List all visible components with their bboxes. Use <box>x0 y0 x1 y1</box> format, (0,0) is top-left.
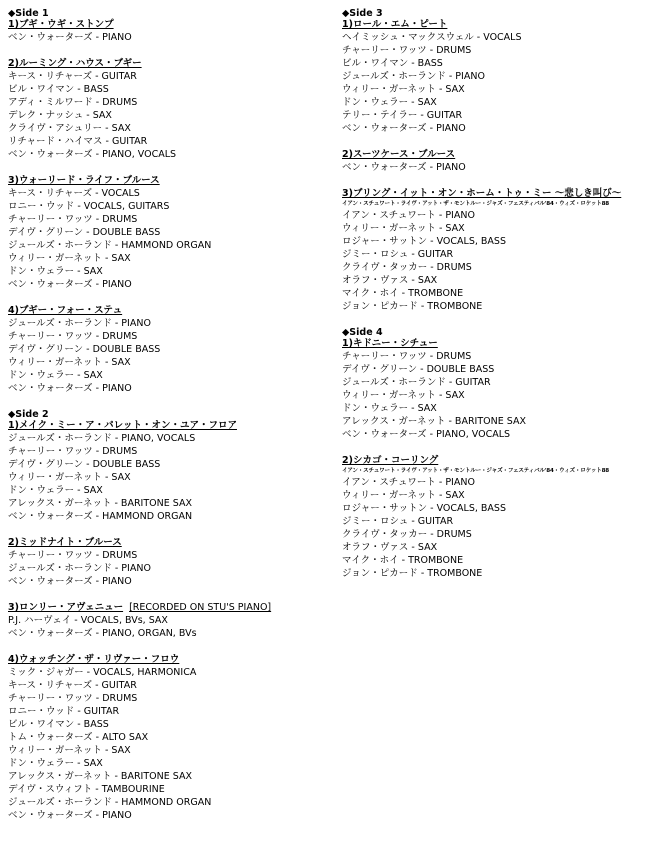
credit-line: イアン・スチュワート - PIANO <box>342 210 475 221</box>
credit-line: ジョン・ピカード - TROMBONE <box>342 301 483 312</box>
credit-line: ジュールズ・ホーランド - GUITAR <box>342 377 491 388</box>
credit-line: ジュールズ・ホーランド - PIANO <box>8 318 151 329</box>
track-block <box>8 305 328 395</box>
credit-line: ウィリー・ガーネット - SAX <box>342 490 465 501</box>
credit-line: クライヴ・タッカー - DRUMS <box>342 529 472 540</box>
credit-line: ウィリー・ガーネット - SAX <box>8 472 131 483</box>
track-note: [RECORDED ON STU'S PIANO] <box>129 602 272 613</box>
track-title-text: 1)キドニー・シチュー <box>342 338 438 349</box>
credit-line: ビル・ワイマン - BASS <box>342 58 443 69</box>
credit-line: テリー・テイラー - GUITAR <box>342 110 463 121</box>
credit-line: ベン・ウォーターズ - PIANO <box>8 383 132 394</box>
track-title <box>8 602 328 614</box>
credit-line: ジュールズ・ホーランド - PIANO, VOCALS <box>8 433 196 444</box>
side-heading: ◆Side 2 <box>8 409 49 420</box>
track-title <box>342 338 664 350</box>
track-title <box>342 188 664 200</box>
track-title-text: 3)ウォーリード・ライフ・ブルース <box>8 175 160 186</box>
credit-line: クライヴ・タッカー - DRUMS <box>342 262 472 273</box>
track-title <box>8 58 328 70</box>
track-title <box>342 149 664 161</box>
credit-line: ジミー・ロシュ - GUITAR <box>342 249 454 260</box>
credit-line: ベン・ウォーターズ - PIANO <box>8 576 132 587</box>
credit-line: チャーリー・ワッツ - DRUMS <box>342 351 472 362</box>
track-title <box>342 455 664 467</box>
credit-line: チャーリー・ワッツ - DRUMS <box>342 45 472 56</box>
track-block <box>8 58 328 161</box>
credit-line: ベン・ウォーターズ - PIANO <box>8 810 132 821</box>
credit-line: ウィリー・ガーネット - SAX <box>342 390 465 401</box>
credit-line: トム・ウォーターズ - ALTO SAX <box>8 732 149 743</box>
side-heading: ◆Side 1 <box>8 8 49 19</box>
track-title-text: 2)ルーミング・ハウス・ブギー <box>8 58 142 69</box>
track-title-text: 2)シカゴ・コーリング <box>342 455 439 466</box>
credit-line: ウィリー・ガーネット - SAX <box>8 745 131 756</box>
credit-line: チャーリー・ワッツ - DRUMS <box>8 214 138 225</box>
track-block <box>8 19 328 44</box>
track-title-text: 1)ロール・エム・ピート <box>342 19 448 30</box>
credit-line: ウィリー・ガーネット - SAX <box>8 357 131 368</box>
credit-line: イアン・スチュワート - PIANO <box>342 477 475 488</box>
credit-line: キース・リチャーズ - GUITAR <box>8 71 137 82</box>
track-title <box>8 305 328 317</box>
credit-line: マイク・ホイ - TROMBONE <box>342 555 464 566</box>
credit-line: ジミー・ロシュ - GUITAR <box>342 516 454 527</box>
credit-line: ベン・ウォーターズ - PIANO, VOCALS <box>8 149 177 160</box>
track-block <box>8 537 328 588</box>
track-title-text: 1)メイク・ミー・ア・パレット・オン・ユア・フロア <box>8 420 237 431</box>
credit-line: ドン・ウェラー - SAX <box>8 370 103 381</box>
credit-line: ドン・ウェラー - SAX <box>8 758 103 769</box>
credit-line: デイヴ・グリーン - DOUBLE BASS <box>8 344 161 355</box>
credit-line: チャーリー・ワッツ - DRUMS <box>8 446 138 457</box>
credit-line: ドン・ウェラー - SAX <box>8 266 103 277</box>
credit-line: ベン・ウォーターズ - PIANO <box>342 123 466 134</box>
credit-line: ジュールズ・ホーランド - PIANO <box>8 563 151 574</box>
track-subtitle: イアン・スチュワート・ライヴ・アット・ザ・モントルー・ジャズ・フェスティバル'84・ウィズ・ロケット88 <box>342 201 609 207</box>
credit-line: チャーリー・ワッツ - DRUMS <box>8 550 138 561</box>
credit-line: デレク・ナッシュ - SAX <box>8 110 112 121</box>
track-block <box>342 149 664 174</box>
side-section <box>8 8 328 395</box>
credit-line: ベン・ウォーターズ - PIANO, ORGAN, BVs <box>8 628 197 639</box>
credit-line: ベン・ウォーターズ - PIANO <box>342 162 466 173</box>
track-title <box>8 175 328 187</box>
track-subtitle: イアン・スチュワート・ライヴ・アット・ザ・モントルー・ジャズ・フェスティバル'84・ウィズ・ロケット88 <box>342 468 609 474</box>
credit-line: デイヴ・スウィフト - TAMBOURINE <box>8 784 165 795</box>
credit-line: マイク・ホイ - TROMBONE <box>342 288 464 299</box>
credit-line: ビル・ワイマン - BASS <box>8 719 109 730</box>
track-title <box>8 19 328 31</box>
credit-line: デイヴ・グリーン - DOUBLE BASS <box>8 227 161 238</box>
credit-line: チャーリー・ワッツ - DRUMS <box>8 331 138 342</box>
credit-line: ベン・ウォーターズ - PIANO <box>8 279 132 290</box>
credit-line: ロジャー・サットン - VOCALS, BASS <box>342 503 506 514</box>
credit-line: ベン・ウォーターズ - PIANO, VOCALS <box>342 429 511 440</box>
credit-line: ジュールズ・ホーランド - HAMMOND ORGAN <box>8 797 212 808</box>
credit-line: ベン・ウォーターズ - HAMMOND ORGAN <box>8 511 193 522</box>
credit-line: キース・リチャーズ - GUITAR <box>8 680 137 691</box>
credit-line: キース・リチャーズ - VOCALS <box>8 188 140 199</box>
credit-line: アレックス・ガーネット - BARITONE SAX <box>8 498 192 509</box>
credit-line: アレックス・ガーネット - BARITONE SAX <box>8 771 192 782</box>
side-section <box>342 8 664 313</box>
track-block <box>8 420 328 523</box>
credit-line: P.J. ハーヴェイ - VOCALS, BVs, SAX <box>8 615 168 626</box>
track-block <box>342 188 664 313</box>
credit-line: デイヴ・グリーン - DOUBLE BASS <box>8 459 161 470</box>
credit-line: ヘイミッシュ・マックスウェル - VOCALS <box>342 32 522 43</box>
credit-line: ドン・ウェラー - SAX <box>342 97 437 108</box>
credit-line: ドン・ウェラー - SAX <box>8 485 103 496</box>
track-block <box>342 338 664 441</box>
track-block <box>8 602 328 640</box>
credit-line: リチャード・ハイマス - GUITAR <box>8 136 148 147</box>
track-block <box>8 654 328 822</box>
track-title-text: 1)ブギ・ウギ・ストンプ <box>8 19 114 30</box>
credit-line: ウィリー・ガーネット - SAX <box>8 253 131 264</box>
track-block <box>342 19 664 135</box>
side-section <box>342 327 664 580</box>
track-block <box>342 455 664 580</box>
track-title-text: 3)ロンリー・アヴェニュー <box>8 602 124 613</box>
credit-line: ロニー・ウッド - GUITAR <box>8 706 120 717</box>
side-heading: ◆Side 4 <box>342 327 383 338</box>
credit-line: ビル・ワイマン - BASS <box>8 84 109 95</box>
track-title <box>342 19 664 31</box>
credit-line: ジョン・ピカード - TROMBONE <box>342 568 483 579</box>
track-title-text: 4)ブギー・フォー・ステュ <box>8 305 123 316</box>
track-title <box>8 420 328 432</box>
credit-line: ウィリー・ガーネット - SAX <box>342 223 465 234</box>
track-title-text: 2)ミッドナイト・ブルース <box>8 537 122 548</box>
credit-line: ウィリー・ガーネット - SAX <box>342 84 465 95</box>
credit-line: ドン・ウェラー - SAX <box>342 403 437 414</box>
side-section <box>8 409 328 822</box>
track-title <box>8 537 328 549</box>
credit-line: オラフ・ヴァス - SAX <box>342 275 438 286</box>
credit-line: デイヴ・グリーン - DOUBLE BASS <box>342 364 495 375</box>
credit-line: ジュールズ・ホーランド - HAMMOND ORGAN <box>8 240 212 251</box>
credit-line: クライヴ・アシュリー - SAX <box>8 123 131 134</box>
track-title-text: 3)ブリング・イット・オン・ホーム・トゥ・ミー 〜悲しき叫び〜 <box>342 188 622 199</box>
credit-line: ミック・ジャガー - VOCALS, HARMONICA <box>8 667 197 678</box>
track-title-text: 2)スーツケース・ブルース <box>342 149 456 160</box>
credit-line: ロジャー・サットン - VOCALS, BASS <box>342 236 506 247</box>
credit-line: ベン・ウォーターズ - PIANO <box>8 32 132 43</box>
credit-line: オラフ・ヴァス - SAX <box>342 542 438 553</box>
credit-line: アディ・ミルワード - DRUMS <box>8 97 138 108</box>
side-heading: ◆Side 3 <box>342 8 383 19</box>
credit-line: ロニー・ウッド - VOCALS, GUITARS <box>8 201 170 212</box>
left-column <box>8 8 328 836</box>
right-column <box>342 8 664 594</box>
track-block <box>8 175 328 291</box>
credit-line: ジュールズ・ホーランド - PIANO <box>342 71 485 82</box>
track-title <box>8 654 328 666</box>
track-title-text: 4)ウォッチング・ザ・リヴァー・フロウ <box>8 654 180 665</box>
credit-line: アレックス・ガーネット - BARITONE SAX <box>342 416 526 427</box>
credit-line: チャーリー・ワッツ - DRUMS <box>8 693 138 704</box>
